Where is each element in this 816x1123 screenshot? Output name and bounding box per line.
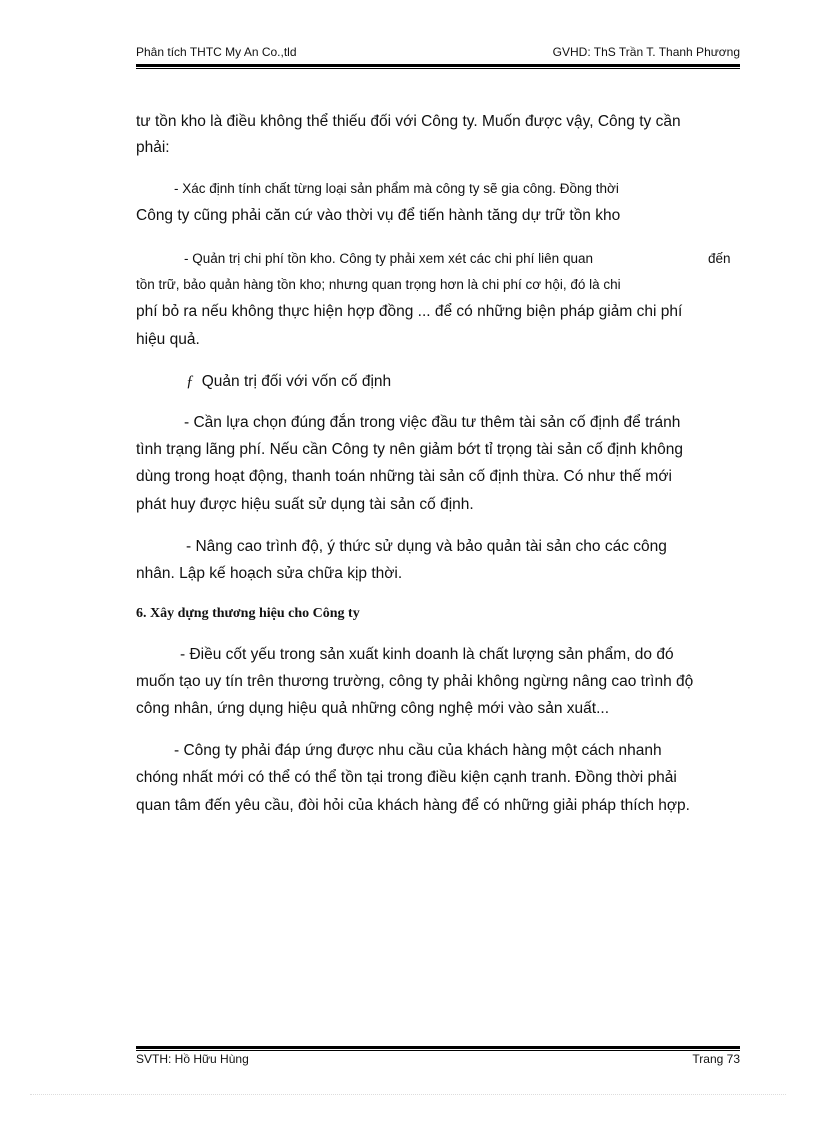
bullet-item	[186, 372, 391, 392]
text-line: công nhân, ứng dụng hiệu quả những công nghệ mới vào sản xuất...	[136, 700, 610, 717]
text-line: - Xác định tính chất từng loại sản phẩm mà công ty sẽ gia công. Đồng thời	[174, 181, 619, 196]
text-line: tình trạng lãng phí. Nếu cần Công ty nên giảm bớt tỉ trọng tài sản cố định không	[136, 441, 683, 458]
header-rule	[136, 64, 740, 67]
text-line: phải:	[136, 139, 170, 156]
text-line: - Điều cốt yếu trong sản xuất kinh doanh là chất lượng sản phẩm, do đó	[180, 646, 674, 663]
footer-rule-thin	[136, 1050, 740, 1051]
bullet-icon: ƒ	[186, 373, 194, 390]
header-rule-thin	[136, 68, 740, 69]
text-line: quan tâm đến yêu cầu, đòi hỏi của khách hàng để có những giải pháp thích hợp.	[136, 797, 690, 814]
text-line: - Quản trị chi phí tồn kho. Công ty phải xem xét các chi phí liên quan	[184, 251, 593, 266]
text-line: hiệu quả.	[136, 331, 200, 348]
text-line: tư tồn kho là điều không thể thiếu đối với Công ty. Muốn được vậy, Công ty cần	[136, 113, 681, 130]
text-line: phát huy được hiệu suất sử dụng tài sản cố định.	[136, 496, 474, 513]
text-line: muốn tạo uy tín trên thương trường, công ty phải không ngừng nâng cao trình độ	[136, 673, 694, 690]
page-number: Trang 73	[692, 1052, 740, 1066]
text-line: phí bỏ ra nếu không thực hiện hợp đồng ... để có những biện pháp giảm chi phí	[136, 303, 683, 320]
text-line: chóng nhất mới có thể có thể tồn tại trong điều kiện cạnh tranh. Đồng thời phải	[136, 769, 677, 786]
section-heading: 6. Xây dựng thương hiệu cho Công ty	[136, 606, 360, 621]
header-left: Phân tích THTC My An Co.,tld	[136, 45, 297, 59]
text-line: - Cần lựa chọn đúng đắn trong việc đầu tư thêm tài sản cố định để tránh	[184, 414, 681, 431]
text-line: đến	[708, 251, 731, 266]
bullet-text: Quản trị đối với vốn cố định	[201, 373, 392, 390]
footer-rule	[136, 1046, 740, 1049]
text-line: tồn trữ, bảo quản hàng tồn kho; nhưng quan trọng hơn là chi phí cơ hội, đó là chi	[136, 277, 621, 292]
page-edge	[30, 1094, 786, 1095]
header-right: GVHD: ThS Trần T. Thanh Phương	[552, 45, 740, 59]
page-header	[136, 45, 740, 63]
text-line: dùng trong hoạt động, thanh toán những tài sản cố định thừa. Có như thế mới	[136, 468, 672, 485]
text-line: Công ty cũng phải căn cứ vào thời vụ để tiến hành tăng dự trữ tồn kho	[136, 207, 621, 224]
text-line: - Công ty phải đáp ứng được nhu cầu của khách hàng một cách nhanh	[174, 742, 662, 759]
text-line: - Nâng cao trình độ, ý thức sử dụng và bảo quản tài sản cho các công	[186, 538, 667, 555]
text-line: nhân. Lập kế hoạch sửa chữa kịp thời.	[136, 565, 403, 582]
page-footer	[136, 1052, 740, 1068]
footer-left: SVTH: Hồ Hữu Hùng	[136, 1052, 249, 1066]
